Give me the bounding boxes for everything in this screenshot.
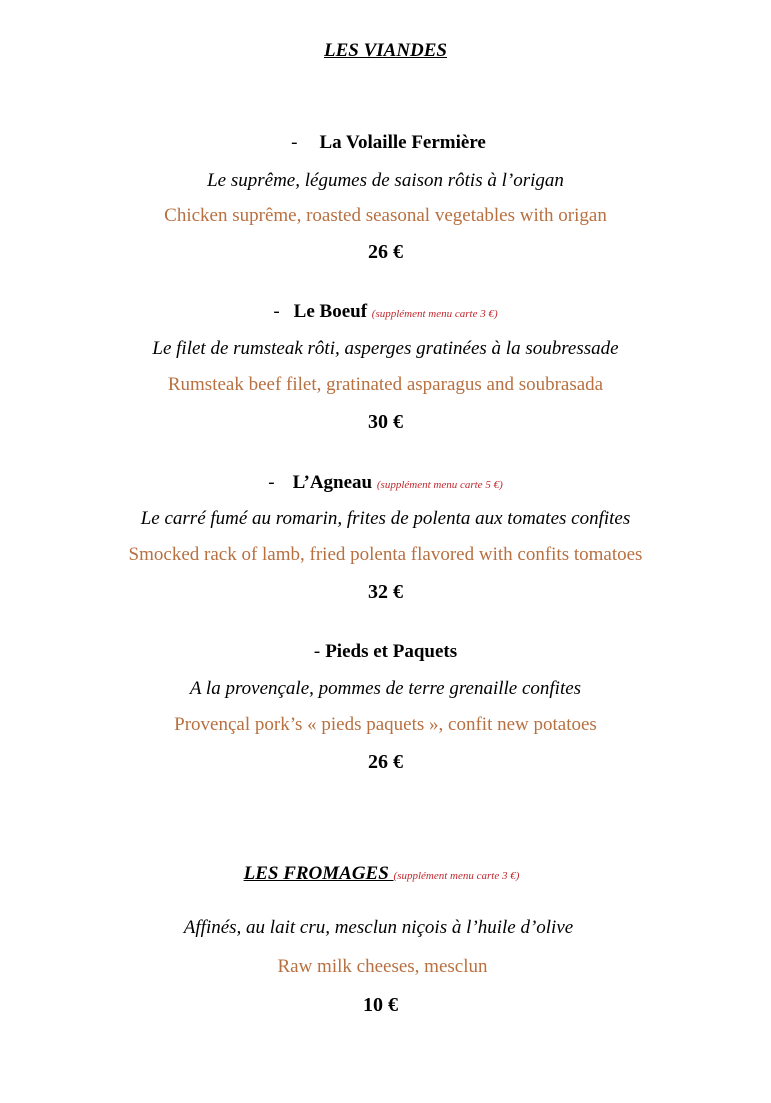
dish-price: 32 € [368, 581, 403, 603]
dish-description-fr: Le carré fumé au romarin, frites de polenta aux tomates confites [140, 508, 631, 529]
dish-name: La Volaille Fermière [319, 132, 486, 153]
supplement-note: (supplément menu carte 3 €) [393, 870, 520, 882]
cheese-description-en: Raw milk cheeses, mesclun [277, 956, 488, 977]
dish-name: L’Agneau [292, 472, 373, 493]
dash-bullet: - [268, 472, 275, 493]
dish-description-fr: Le suprême, légumes de saison rôtis à l’origan [207, 170, 564, 191]
supplement-note: (supplément menu carte 3 €) [371, 308, 498, 320]
dish-description-en: Smocked rack of lamb, fried polenta flavored with confits tomatoes [128, 544, 643, 565]
dish-name: Pieds et Paquets [325, 641, 458, 662]
dish-price: 26 € [368, 751, 403, 773]
section-title-cheeses: LES FROMAGES [243, 863, 394, 884]
dish-name-line [0, 473, 771, 492]
dish-name-line [0, 302, 771, 321]
dish-description-fr: A la provençale, pommes de terre grenaille confites [189, 678, 582, 699]
dish-name-line [0, 642, 771, 661]
dish-name-line [0, 133, 771, 152]
dish-description-fr: Le filet de rumsteak rôti, asperges gratinées à la soubressade [152, 338, 619, 359]
section-title-meats: LES VIANDES [323, 40, 448, 61]
dash-bullet: - [313, 641, 321, 662]
supplement-note: (supplément menu carte 5 €) [376, 479, 503, 491]
dash-bullet: - [273, 301, 280, 322]
dash-bullet: - [291, 132, 298, 153]
dish-price: 26 € [368, 241, 403, 263]
cheese-description-fr: Affinés, au lait cru, mesclun niçois à l’huile d’olive [183, 917, 574, 938]
dish-description-en: Rumsteak beef filet, gratinated asparagus and soubrasada [167, 374, 604, 395]
dish-name: Le Boeuf [293, 301, 368, 322]
cheese-price: 10 € [363, 994, 398, 1016]
dish-description-en: Provençal pork’s « pieds paquets », confit new potatoes [174, 714, 597, 735]
section-title-cheeses-line [0, 864, 771, 883]
dish-price: 30 € [368, 411, 403, 433]
dish-description-en: Chicken suprême, roasted seasonal vegetables with origan [164, 205, 607, 226]
